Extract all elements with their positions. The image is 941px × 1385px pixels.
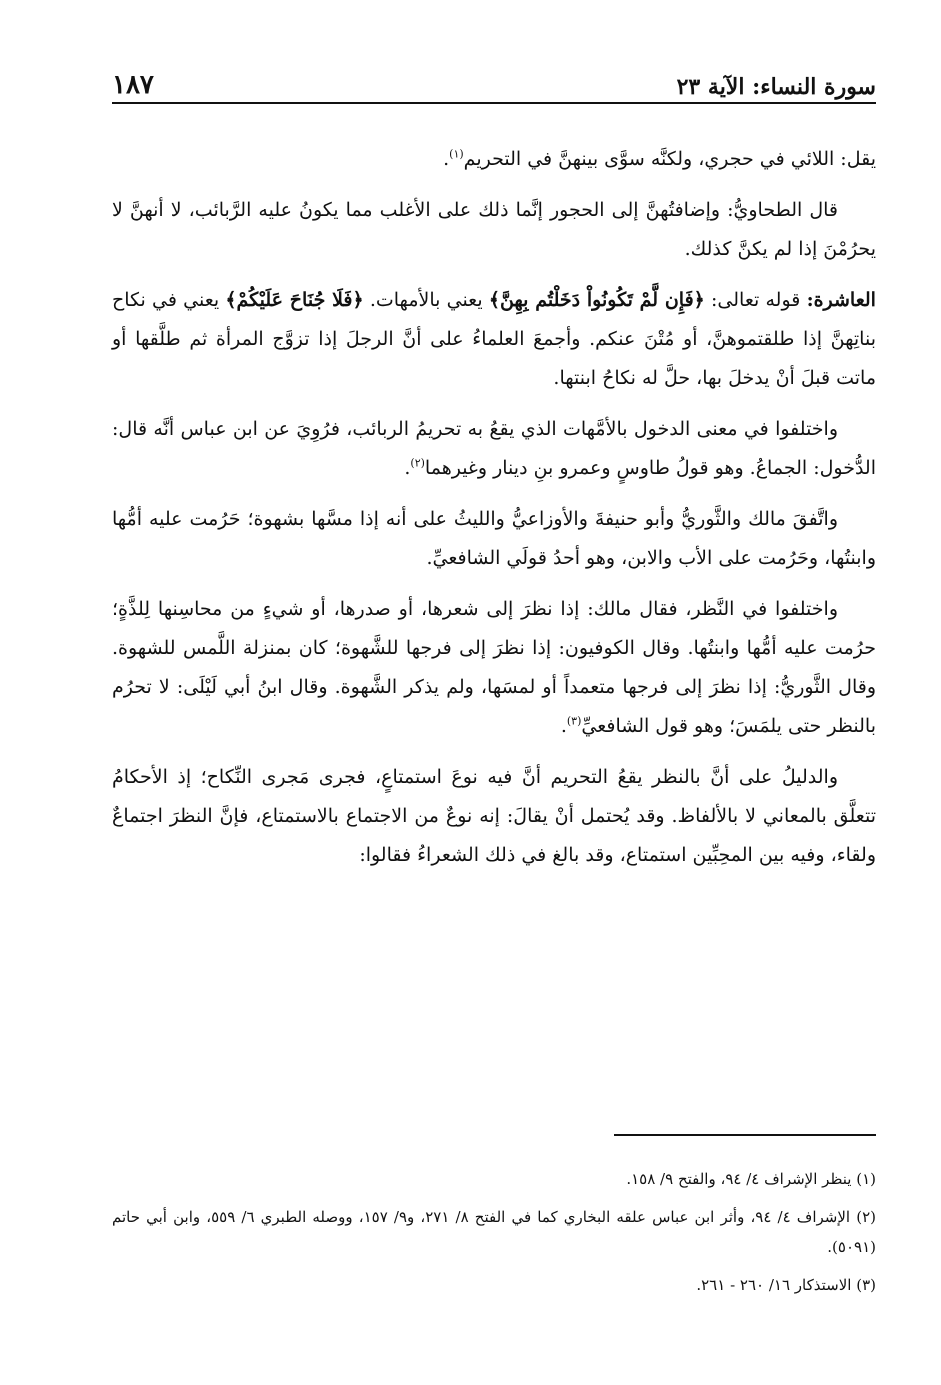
page-number: ١٨٧ xyxy=(112,70,154,100)
header-rule xyxy=(112,102,876,104)
surah-title: سورة النساء: الآية ٢٣ xyxy=(676,74,876,100)
footnote-ref-1: (١) xyxy=(449,147,464,161)
paragraph-5: واتَّفقَ مالك والثَّوريُّ وأبو حنيفةَ والأوزاعيُّ والليثُ على أنه إذا مسَّها بشهوة؛ حَرُمت عليه أمُّها وابنتُها، وحَرُمت على الأب والابن، وهو أحدُ قولَي الشافعيِّ. xyxy=(112,508,876,569)
paragraph-4-text: واختلفوا في معنى الدخول بالأمَّهات الذي يقعُ به تحريمُ الربائب، فرُوِيَ عن ابن عباس أنَّه قال: الدُّخول: الجماعُ. وهو قولُ طاوسٍ وعمرو بنِ دينار وغيرهما xyxy=(112,418,876,479)
paragraph-6-tail: . xyxy=(560,715,567,737)
paragraph-1-tail: . xyxy=(443,148,450,170)
paragraph-1-text: يقل: اللائي في حجري، ولكنَّه سوَّى بينهنَّ في التحريم xyxy=(463,148,876,170)
paragraph-6 xyxy=(112,590,876,746)
quran-verse-1: ﴿فَإِن لَّمْ تَكُونُواْ دَخَلْتُم بِهِنَّ﴾ xyxy=(488,289,705,311)
footnote-ref-3: (٣) xyxy=(566,714,582,728)
paragraph-4-tail: . xyxy=(404,457,411,479)
quran-verse-2: ﴿فَلَا جُنَاحَ عَلَيْكُمْ﴾ xyxy=(225,289,364,311)
main-text xyxy=(112,140,876,887)
paragraph-6-text: واختلفوا في النَّظر، فقال مالك: إذا نظرَ إلى شعرها، أو صدرها، أو شيءٍ من محاسِنها لِلذَّةٍ؛ حرُمت عليه أمُّها وابنتُها. وقال الكوفيون: إذا نظرَ إلى فرجها للشَّهوة؛ كان بمنزلة اللَّمس للشهوة. وقال الثَّوريُّ: إذا نظرَ إلى فرجها متعمداً أو لمسَها، ولم يذكر الشَّهوة. وقال ابنُ أبي لَيْلَى: لا تحرُم بالنظر حتى يلمَسَ؛ وهو قول الشافعيِّ xyxy=(112,598,876,737)
footnote-separator xyxy=(614,1134,876,1136)
paragraph-3-intro: قوله تعالى: xyxy=(704,289,807,311)
paragraph-1 xyxy=(112,140,876,179)
footnote-2: (٢) الإشراف ٤/ ٩٤، وأثر ابن عباس علقه البخاري كما في الفتح ٨/ ٢٧١، و٩/ ١٥٧، ووصله الطبري ٦/ ٥٥٩، وابن أبي حاتم (٥٠٩١). xyxy=(112,1208,876,1256)
paragraph-7: والدليلُ على أنَّ بالنظر يقعُ التحريم أنَّ فيه نوعَ استمتاعٍ، فجرى مَجرى النِّكاح؛ إذ الأحكامُ تتعلَّق بالمعاني لا بالألفاظ. وقد يُحتمل أنْ يقالَ: إنه نوعٌ من الاجتماع بالاستمتاع، فإنَّ النظرَ اجتماعٌ ولقاء، وفيه بين المحِبِّين استمتاع، وقد بالغ في ذلك الشعراءُ فقالوا: xyxy=(112,766,876,866)
footnotes xyxy=(112,1164,876,1308)
paragraph-3 xyxy=(112,281,876,398)
section-lead: العاشرة: xyxy=(806,289,876,311)
running-header xyxy=(112,60,876,100)
footnote-1: (١) ينظر الإشراف ٤/ ٩٤، والفتح ٩/ ١٥٨. xyxy=(626,1170,876,1188)
footnote-ref-2: (٢) xyxy=(410,456,425,470)
footnote-3: (٣) الاستذكار ١٦/ ٢٦٠ - ٢٦١. xyxy=(696,1276,876,1294)
paragraph-3-rest: يعني في نكاح بناتِهنَّ إذا طلقتموهنَّ، أو مُتْنَ عنكم. وأجمعَ العلماءُ على أنَّ الرجلَ إذا تزوَّج المرأة ثم طلَّقها أو ماتت قبلَ أنْ يدخلَ بها، حلَّ له نكاحُ ابنتها. xyxy=(112,289,876,389)
paragraph-3-middle: يعني بالأمهات. xyxy=(363,289,489,311)
paragraph-4 xyxy=(112,410,876,488)
paragraph-2: قال الطحاويُّ: وإضافتُهنَّ إلى الحجور إنَّما ذلك على الأغلب مما يكونُ عليه الرَّبائب، لا أنهنَّ لا يحرُمْنَ إذا لم يكنَّ كذلك. xyxy=(112,199,876,260)
